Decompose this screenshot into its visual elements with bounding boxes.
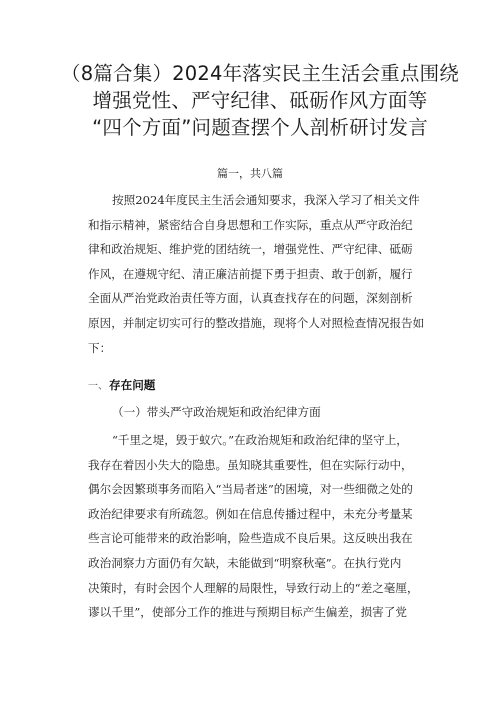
subsection-heading: （一）带头严守政治规矩和政治纪律方面 — [112, 405, 321, 419]
title-line: （8篇合集）2024年落实民主生活会重点围绕 — [61, 62, 459, 85]
section-title: 存在问题 — [109, 378, 156, 392]
title-line: “四个方面”问题查摆个人剖析研讨发言 — [92, 116, 428, 139]
paragraph-line: 我存在着因小失大的隐患。虽知晓其重要性，但在实际行动中， — [88, 457, 413, 472]
paragraph-line: “千里之堤，毁于蚁穴。”在政治规矩和政治纪律的坚守上， — [112, 433, 408, 447]
paragraph-line: 偶尔会因繁琐事务而陷入“当局者迷”的困境，对一些细微之处的 — [88, 482, 413, 497]
intro-paragraph — [88, 188, 440, 360]
paragraph-line: 政治洞察力方面仍有欠缺，未能做到“明察秋毫”。在执行党内 — [88, 555, 402, 570]
paragraph-line: 和指示精神，紧密结合自身思想和工作实际，重点从严守政治纪 — [88, 217, 413, 232]
paragraph-line: 政治纪律要求有所疏忽。例如在信息传播过程中，未充分考量某 — [88, 506, 413, 521]
paragraph-line: 些言论可能带来的政治影响，险些造成不良后果。这反映出我在 — [88, 531, 413, 546]
paragraph-line: 决策时，有时会因个人理解的局限性，导致行动上的“差之毫厘， — [88, 580, 419, 595]
paragraph-line: 原因，并制定切实可行的整改措施，现将个人对照检查情况报告如 — [88, 315, 425, 330]
paragraph-line: 全面从严治党政治责任等方面，认真查找存在的问题，深刻剖析 — [88, 291, 413, 306]
body-paragraph — [88, 428, 440, 625]
paragraph-line: 下： — [88, 340, 112, 355]
part-label: 篇一，共八篇 — [217, 167, 283, 180]
paragraph-line: 按照2024年度民主生活会通知要求，我深入学习了相关文件 — [112, 193, 420, 207]
document-title — [60, 60, 460, 141]
paragraph-line: 律和政治规矩、维护党的团结统一，增强党性、严守纪律、砥砺 — [88, 242, 413, 257]
title-line: 增强党性、严守纪律、砥砺作风方面等 — [92, 89, 428, 112]
paragraph-line: 谬以千里”，使部分工作的推进与预期目标产生偏差，损害了党 — [88, 605, 407, 620]
section-number: 一、 — [88, 381, 108, 392]
paragraph-line: 作风，在遵规守纪、清正廉洁前提下勇于担责、敢于创新，履行 — [88, 266, 413, 281]
section-heading — [88, 377, 155, 393]
